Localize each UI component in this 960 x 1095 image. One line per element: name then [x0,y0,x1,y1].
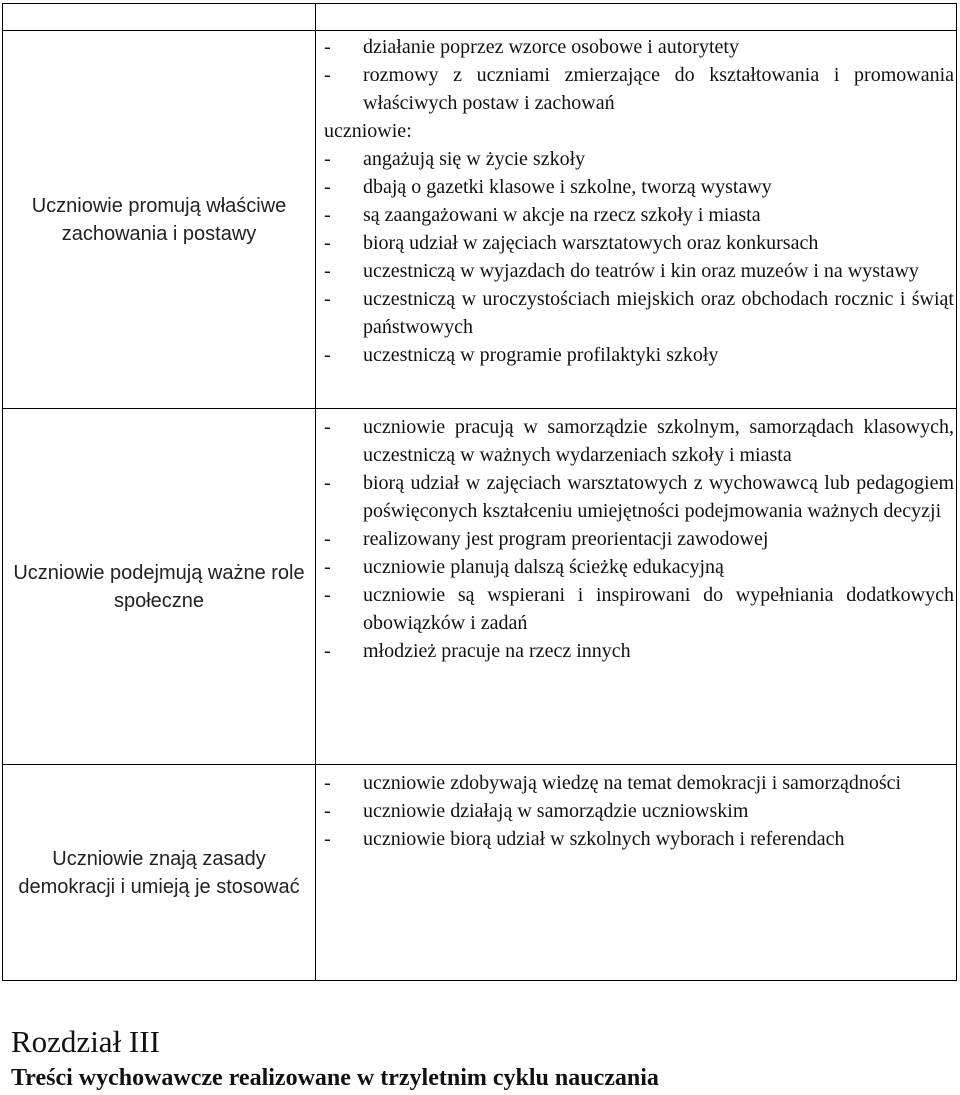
table-row [3,31,957,409]
list-item: - uczniowie działają w samorządzie uczniowskim [324,797,954,825]
bullet-list [324,33,954,117]
list-item: - młodzież pracuje na rzecz innych [324,637,954,665]
list-item: - uczniowie są wspierani i inspirowani do wypełniania dodatkowych obowiązków i zadań [324,581,954,637]
list-item: - uczniowie zdobywają wiedzę na temat demokracji i samorządności [324,769,954,797]
table-row [3,409,957,765]
items-cell [316,765,957,981]
items-cell [316,31,957,409]
content-table [2,3,957,981]
list-item: - uczniowie biorą udział w szkolnych wyborach i referendach [324,825,954,853]
list-item: - są zaangażowani w akcje na rzecz szkoły i miasta [324,201,954,229]
list-item: - dbają o gazetki klasowe i szkolne, tworzą wystawy [324,173,954,201]
list-item: - biorą udział w zajęciach warsztatowych oraz konkursach [324,229,954,257]
bullet-list [324,413,954,665]
header-cell-left [3,4,316,31]
table-row [3,765,957,981]
list-item: - realizowany jest program preorientacji zawodowej [324,525,954,553]
chapter-subtitle: Treści wychowawcze realizowane w trzyletnim cyklu nauczania [11,1065,659,1091]
list-item: - uczniowie planują dalszą ścieżkę edukacyjną [324,553,954,581]
category-cell: Uczniowie podejmują ważne role społeczne [3,409,316,765]
list-item: - uczestniczą w wyjazdach do teatrów i kin oraz muzeów i na wystawy [324,257,954,285]
category-cell: Uczniowie znają zasady demokracji i umieją je stosować [3,765,316,981]
items-cell [316,409,957,765]
list-item: - rozmowy z uczniami zmierzające do kształtowania i promowania właściwych postaw i zachowań [324,61,954,117]
list-item: - uczestniczą w programie profilaktyki szkoły [324,341,954,369]
bullet-list [324,145,954,369]
header-cell-right [316,4,957,31]
table-header-row [3,4,957,31]
subheading: uczniowie: [324,120,412,142]
bullet-list [324,769,954,853]
list-item: - biorą udział w zajęciach warsztatowych z wychowawcą lub pedagogiem poświęconych kształceniu umiejętności podejmowania ważnych decyzji [324,469,954,525]
list-item: - angażują się w życie szkoły [324,145,954,173]
category-cell: Uczniowie promują właściwe zachowania i postawy [3,31,316,409]
list-item: - uczestniczą w uroczystościach miejskich oraz obchodach rocznic i świąt państwowych [324,285,954,341]
list-item: - działanie poprzez wzorce osobowe i autorytety [324,33,954,61]
list-item: - uczniowie pracują w samorządzie szkolnym, samorządach klasowych, uczestniczą w ważnych wydarzeniach szkoły i miasta [324,413,954,469]
chapter-title: Rozdział III [11,1024,160,1059]
